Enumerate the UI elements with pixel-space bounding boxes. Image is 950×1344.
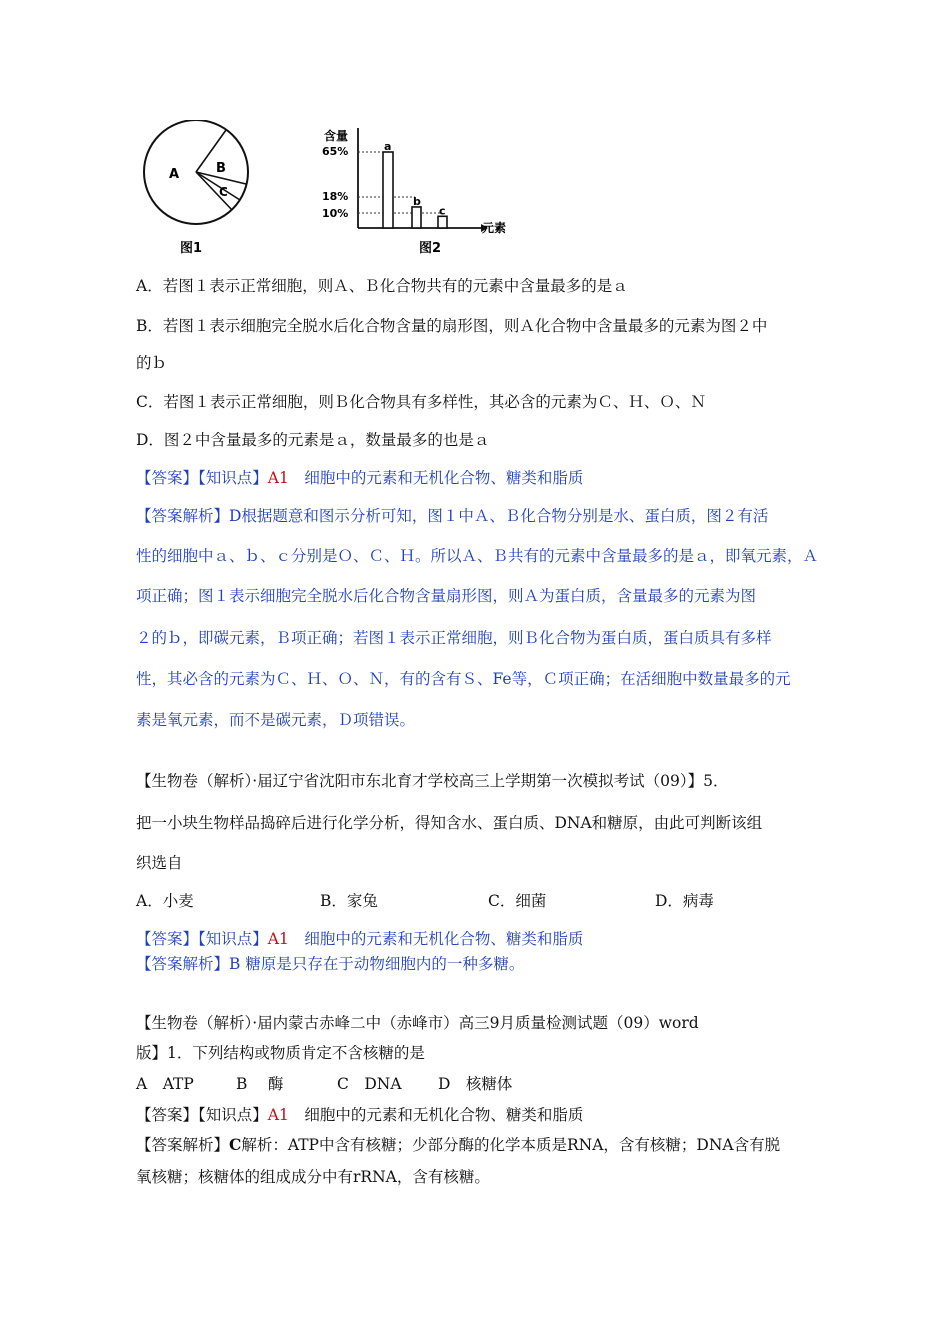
q3-source-line2: 版】1．下列结构或物质肯定不含核糖的是	[136, 1044, 425, 1062]
q2-answer-line	[136, 928, 583, 950]
q3-source-line1: 【生物卷（解析）·届内蒙古赤峰二中（赤峰市）高三9月质量检测试题（09）word	[136, 1014, 699, 1032]
q1-analysis-line5: 性，其必含的元素为Ｃ、Ｈ、Ｏ、Ｎ，有的含有Ｓ、Fe等，Ｃ项正确；在活细胞中数量最多的元	[136, 670, 791, 688]
q1-option-b-line2: 的ｂ	[136, 354, 168, 372]
bar-a	[383, 152, 393, 228]
bar-b	[412, 207, 421, 228]
bar-chart	[322, 128, 506, 256]
q2-option-c: C．细菌	[488, 892, 547, 910]
q2-source: 【生物卷（解析）·届辽宁省沈阳市东北育才学校高三上学期第一次模拟考试（09）】5．	[136, 772, 729, 790]
q1-answer-label: 【答案】【知识点】	[136, 469, 268, 487]
q1-option-d: D．图２中含量最多的元素是ａ，数量最多的也是ａ	[136, 431, 490, 449]
q2-stem-line1: 把一小块生物样品捣碎后进行化学分析，得知含水、蛋白质、DNA和糖原，由此可判断该组	[136, 814, 763, 832]
bar-c	[438, 216, 447, 228]
bar-tick-18: 18%	[322, 190, 349, 203]
q3-analysis-label: 【答案解析】	[136, 1136, 230, 1154]
q3-option-d: D 核糖体	[438, 1075, 513, 1093]
q1-analysis-line3: 项正确；图１表示细胞完全脱水后化合物含量扇形图，则Ａ为蛋白质，含量最多的元素为图	[136, 587, 757, 605]
q3-option-b: B 酶	[236, 1075, 284, 1093]
q2-option-a: A．小麦	[136, 892, 194, 910]
q1-answer-topic: 细胞中的元素和无机化合物、糖类和脂质	[288, 469, 584, 487]
q1-option-c: C．若图１表示正常细胞，则Ｂ化合物具有多样性，其必含的元素为Ｃ、Ｈ、Ｏ、Ｎ	[136, 393, 706, 411]
bar-label-b: b	[413, 194, 421, 208]
bar-tick-65: 65%	[322, 145, 349, 158]
pie-caption: 图1	[180, 241, 203, 256]
q1-option-a: A．若图１表示正常细胞，则Ａ、Ｂ化合物共有的元素中含量最多的是ａ	[136, 277, 628, 295]
q3-answer-line	[136, 1104, 583, 1126]
bar-series	[383, 140, 447, 228]
q3-analysis-letter: C	[229, 1135, 242, 1154]
q1-answer-code: A1	[267, 469, 289, 487]
bar-caption: 图2	[419, 241, 442, 256]
q2-answer-label: 【答案】【知识点】	[136, 930, 268, 948]
q1-analysis-line1: 【答案解析】D根据题意和图示分析可知，图１中Ａ、Ｂ化合物分别是水、蛋白质，图２有活	[136, 507, 769, 525]
pie-label-c: C	[219, 185, 228, 199]
q3-option-c: C DNA	[337, 1075, 402, 1093]
q3-answer-label: 【答案】【知识点】	[136, 1106, 268, 1124]
pie-label-a: A	[169, 167, 180, 182]
q3-option-a: A ATP	[136, 1075, 194, 1093]
q3-analysis-text1: 解析：ATP中含有核糖；少部分酶的化学本质是RNA，含有核糖；DNA含有脱	[241, 1136, 781, 1154]
q1-option-b-line1: B．若图１表示细胞完全脱水后化合物含量的扇形图，则Ａ化合物中含量最多的元素为图２中	[136, 317, 768, 335]
q2-stem-line2: 织选自	[136, 854, 183, 872]
q3-answer-topic: 细胞中的元素和无机化合物、糖类和脂质	[288, 1106, 584, 1124]
q2-analysis: 【答案解析】B 糖原是只存在于动物细胞内的一种多糖。	[136, 955, 525, 973]
figures-area	[136, 120, 536, 260]
q3-analysis-line1	[136, 1134, 780, 1156]
bar-ylabel: 含量	[324, 129, 349, 143]
q2-option-b: B．家兔	[320, 892, 378, 910]
q1-answer-line	[136, 467, 583, 489]
bar-label-a: a	[384, 140, 392, 153]
q3-answer-code: A1	[267, 1106, 289, 1124]
bar-tick-10: 10%	[322, 207, 349, 220]
pie-label-b: B	[216, 161, 226, 176]
q3-analysis-line2: 氧核糖；核糖体的组成成分中有rRNA，含有核糖。	[136, 1168, 490, 1186]
q2-option-d: D．病毒	[655, 892, 714, 910]
q1-analysis-line2: 性的细胞中ａ、ｂ、ｃ分别是Ｏ、Ｃ、Ｈ。所以Ａ、Ｂ共有的元素中含量最多的是ａ，即氧元素，Ａ	[136, 547, 819, 565]
q1-analysis-line4: ２的ｂ，即碳元素，Ｂ项正确；若图１表示正常细胞，则Ｂ化合物为蛋白质，蛋白质具有多样	[136, 629, 772, 647]
figures-svg	[136, 120, 536, 260]
q2-answer-code: A1	[267, 930, 289, 948]
q1-analysis-line6: 素是氧元素，而不是碳元素，Ｄ项错误。	[136, 711, 416, 729]
bar-label-c: c	[439, 204, 446, 218]
bar-xlabel: 元素	[482, 221, 507, 235]
q2-answer-topic: 细胞中的元素和无机化合物、糖类和脂质	[288, 930, 584, 948]
pie-chart	[144, 120, 248, 256]
